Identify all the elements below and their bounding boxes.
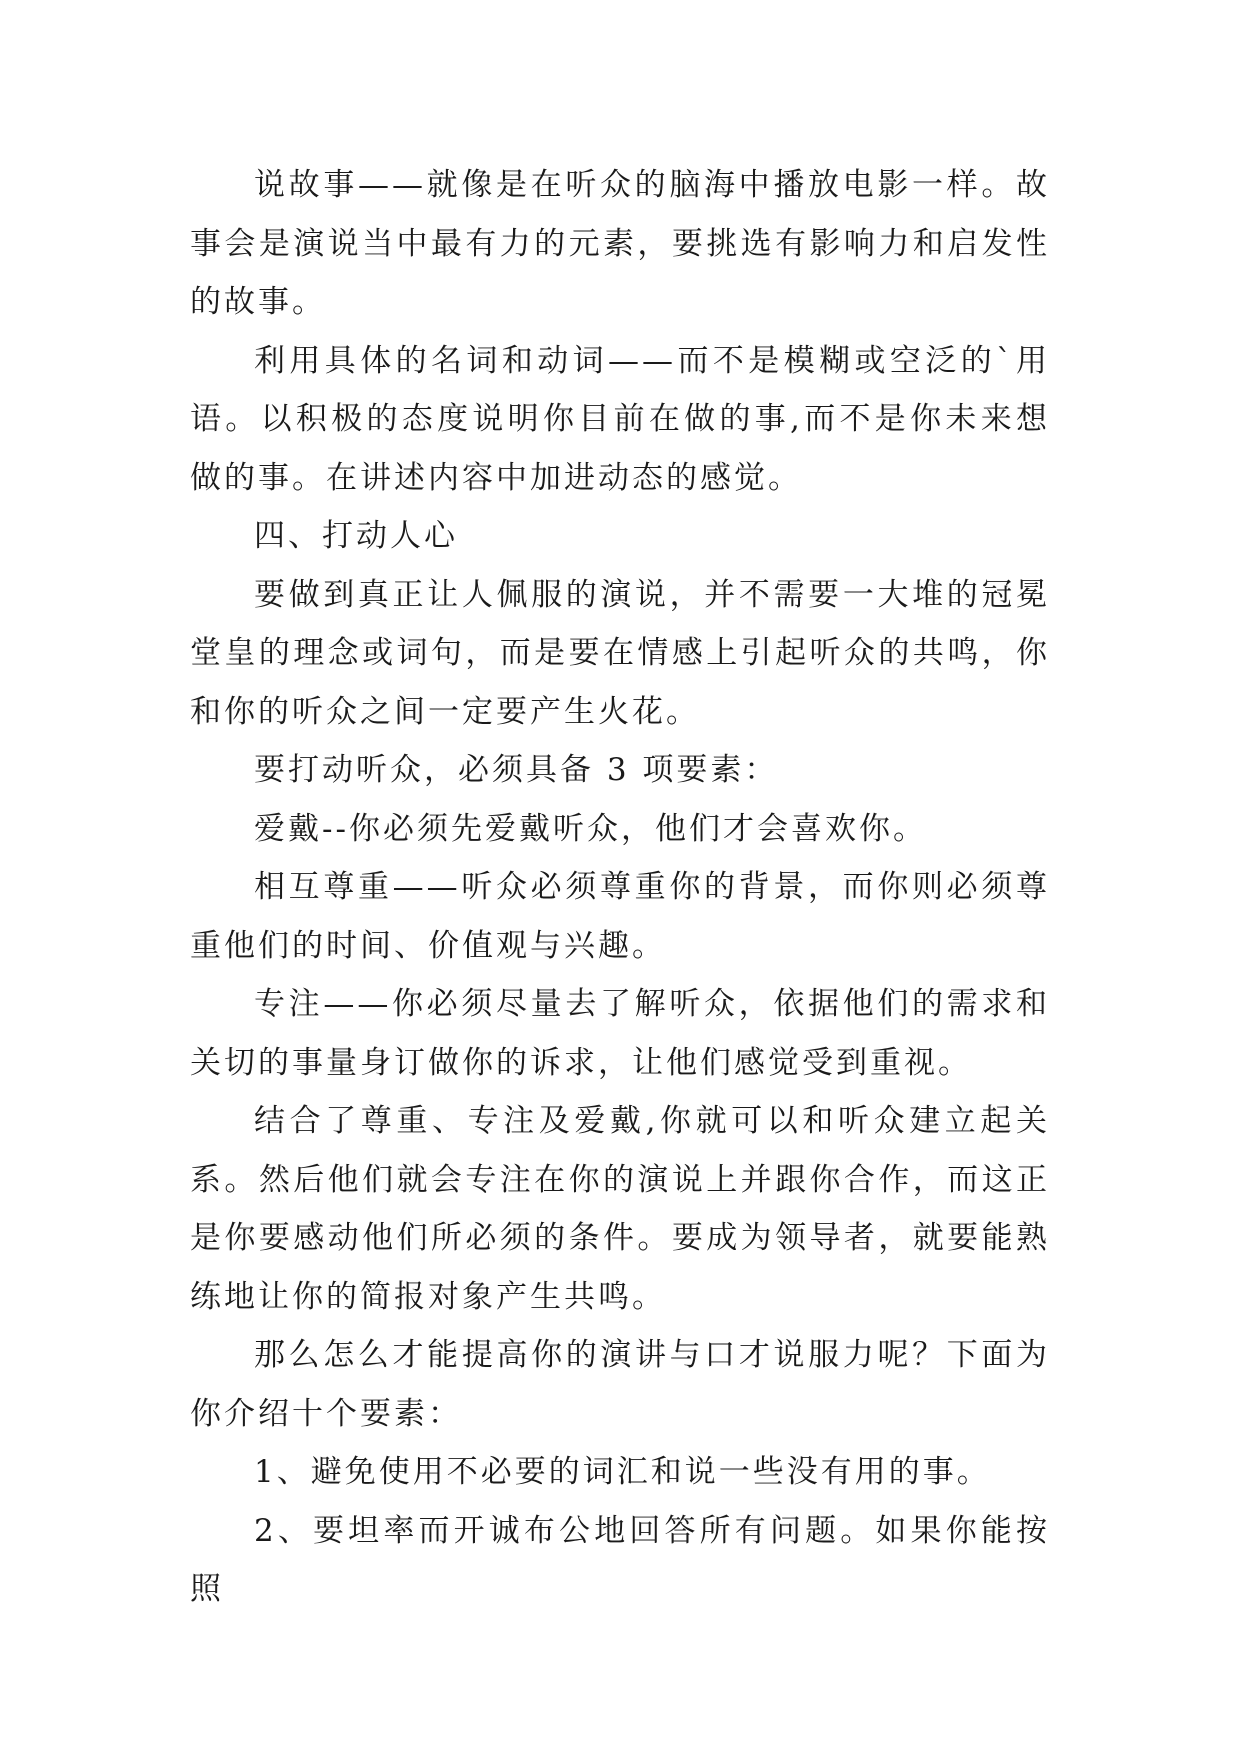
- paragraph-storytelling: 说故事——就像是在听众的脑海中播放电影一样。故事会是演说当中最有力的元素，要挑选有影响力和启发性的故事。: [190, 167, 1050, 320]
- list-item-2: 2、要坦率而开诚布公地回答所有问题。如果你能按照: [190, 1512, 1050, 1607]
- document-body: [190, 156, 1050, 1619]
- paragraph-love: 爱戴--你必须先爱戴听众，他们才会喜欢你。: [254, 810, 927, 847]
- section-heading-touch-hearts: 四、打动人心: [254, 518, 458, 554]
- paragraph-mutual-respect: 相互尊重——听众必须尊重你的背景，而你则必须尊重他们的时间、价值观与兴趣。: [190, 869, 1050, 964]
- list-item-1: 1、避免使用不必要的词汇和说一些没有用的事。: [254, 1454, 991, 1490]
- paragraph-resonance: 要做到真正让人佩服的演说，并不需要一大堆的冠冕堂皇的理念或词句，而是要在情感上引起听众的共鸣，你和你的听众之间一定要产生火花。: [190, 576, 1050, 730]
- paragraph-focus: 专注——你必须尽量去了解听众，依据他们的需求和关切的事量身订做你的诉求，让他们感觉受到重视。: [190, 986, 1050, 1081]
- paragraph-ten-elements-intro: 那么怎么才能提高你的演讲与口才说服力呢？下面为你介绍十个要素：: [190, 1337, 1050, 1432]
- paragraph-three-elements: 要打动听众，必须具备 3 项要素：: [254, 752, 779, 788]
- paragraph-concrete-words: 利用具体的名词和动词——而不是模糊或空泛的`用语。以积极的态度说明你目前在做的事,而不是你未来想做的事。在讲述内容中加进动态的感觉。: [190, 342, 1050, 496]
- paragraph-combine: 结合了尊重、专注及爱戴,你就可以和听众建立起关系。然后他们就会专注在你的演说上并跟你合作，而这正是你要感动他们所必须的条件。要成为领导者，就要能熟练地让你的简报对象产生共鸣。: [190, 1103, 1050, 1315]
